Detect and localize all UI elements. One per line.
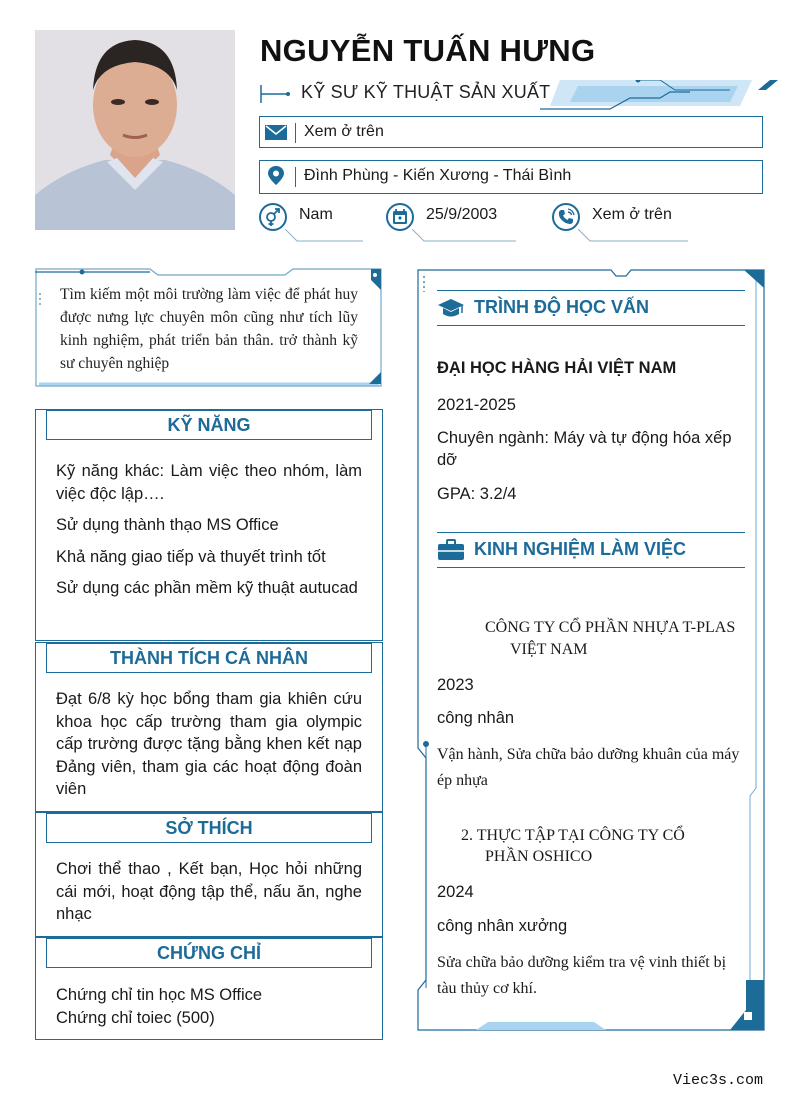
location-pin-icon xyxy=(264,165,288,187)
phone-icon xyxy=(552,203,580,231)
job-role: công nhân xyxy=(437,709,515,727)
skill-item: Kỹ năng khác: Làm việc theo nhóm, làm việc độc lập…. xyxy=(56,462,362,503)
certificates-section xyxy=(35,937,383,1040)
skills-heading: KỸ NĂNG xyxy=(46,410,372,440)
achievements-text xyxy=(56,688,362,810)
job-company-cont: PHẦN OSHICO xyxy=(485,848,593,865)
achievements-paragraph: Đạt 6/8 kỳ học bổng tham gia khiên cứu khoa học cấp trường tham gia olympic cấp trường được tặng bằng khen kết nạp Đảng viên, tham gia các hoạt động đoàn viên xyxy=(56,690,362,798)
job-year: 2023 xyxy=(437,676,474,694)
job-company: 2. THỰC TẬP TẠI CÔNG TY CỔ xyxy=(461,827,685,844)
address-value: Đình Phùng - Kiến Xương - Thái Bình xyxy=(304,167,572,184)
education-major: Chuyên ngành: Máy và tự động hóa xếp dỡ xyxy=(437,429,732,469)
education-header xyxy=(437,290,745,326)
education-gpa: GPA: 3.2/4 xyxy=(437,485,517,503)
hobbies-section xyxy=(35,812,383,937)
skills-section xyxy=(35,409,383,641)
job-company-cont: VIỆT NAM xyxy=(510,641,588,658)
achievements-section xyxy=(35,642,383,812)
skill-item: Sử dụng các phần mềm kỹ thuật autucad xyxy=(56,579,358,597)
phone-value: Xem ở trên xyxy=(592,206,672,223)
education-years: 2021-2025 xyxy=(437,396,516,414)
graduation-cap-icon xyxy=(437,296,465,320)
objective-text: Tìm kiếm một môi trường làm việc để phát huy được nưng lực chuyên môn cũng như tích lũy kinh nghiệm, phát triển bản thân. trở thành kỹ sư chuyên nghiệp xyxy=(60,286,358,372)
job-year: 2024 xyxy=(437,883,474,901)
certificate-item: Chứng chỉ tin học MS Office xyxy=(56,986,263,1004)
education-heading: TRÌNH ĐỘ HỌC VẤN xyxy=(474,297,649,317)
underline-decoration xyxy=(285,229,365,245)
certificate-item: Chứng chỉ toiec (500) xyxy=(56,1008,215,1027)
skill-item: Sử dụng thành thạo MS Office xyxy=(56,516,279,534)
gender-value: Nam xyxy=(299,206,333,223)
job-description: Vận hành, Sửa chữa bảo dưỡng khuân của máy ép nhựa xyxy=(437,746,740,789)
certificates-list xyxy=(56,984,362,1029)
job-title: KỸ SƯ KỸ THUẬT SẢN XUẤT xyxy=(301,82,551,102)
certificates-heading: CHỨNG CHỈ xyxy=(46,938,372,968)
school-name: ĐẠI HỌC HÀNG HẢI VIỆT NAM xyxy=(437,359,677,377)
hobbies-paragraph: Chơi thể thao , Kết bạn, Học hỏi những cái mới, hoạt động tập thể, nấu ăn, nghe nhạc xyxy=(56,860,362,923)
birthday-value: 25/9/2003 xyxy=(426,206,498,223)
hobbies-heading: SỞ THÍCH xyxy=(46,813,372,843)
hobbies-text xyxy=(56,858,362,935)
portrait-image xyxy=(35,30,235,230)
divider xyxy=(295,123,296,143)
job-company: CÔNG TY CỔ PHẦN NHỰA T-PLAS xyxy=(485,619,736,636)
address-row xyxy=(259,160,763,194)
skill-item: Khả năng giao tiếp và thuyết trình tốt xyxy=(56,547,326,566)
candidate-name: NGUYỄN TUẤN HƯNG xyxy=(260,33,596,68)
underline-decoration xyxy=(578,229,692,245)
birthday-item xyxy=(386,203,521,245)
calendar-icon xyxy=(386,203,414,231)
email-value: Xem ở trên xyxy=(304,123,384,140)
gender-icon xyxy=(259,203,287,231)
briefcase-icon xyxy=(437,538,465,562)
experience-header xyxy=(437,532,745,568)
underline-decoration xyxy=(412,229,520,245)
email-row xyxy=(259,116,763,148)
achievements-heading: THÀNH TÍCH CÁ NHÂN xyxy=(46,643,372,673)
job-role: công nhân xưởng xyxy=(437,917,568,935)
skills-list xyxy=(56,460,362,609)
job-description: Sửa chữa bảo dưỡng kiểm tra vệ vinh thiết bị tàu thủy cơ khí. xyxy=(437,954,727,997)
profile-photo xyxy=(35,30,235,230)
mail-icon xyxy=(264,121,288,143)
phone-item xyxy=(552,203,692,245)
gender-item xyxy=(259,203,369,245)
footer-watermark: Viec3s.com xyxy=(672,1072,763,1089)
experience-heading: KINH NGHIỆM LÀM VIỆC xyxy=(474,539,687,559)
divider xyxy=(295,167,296,187)
